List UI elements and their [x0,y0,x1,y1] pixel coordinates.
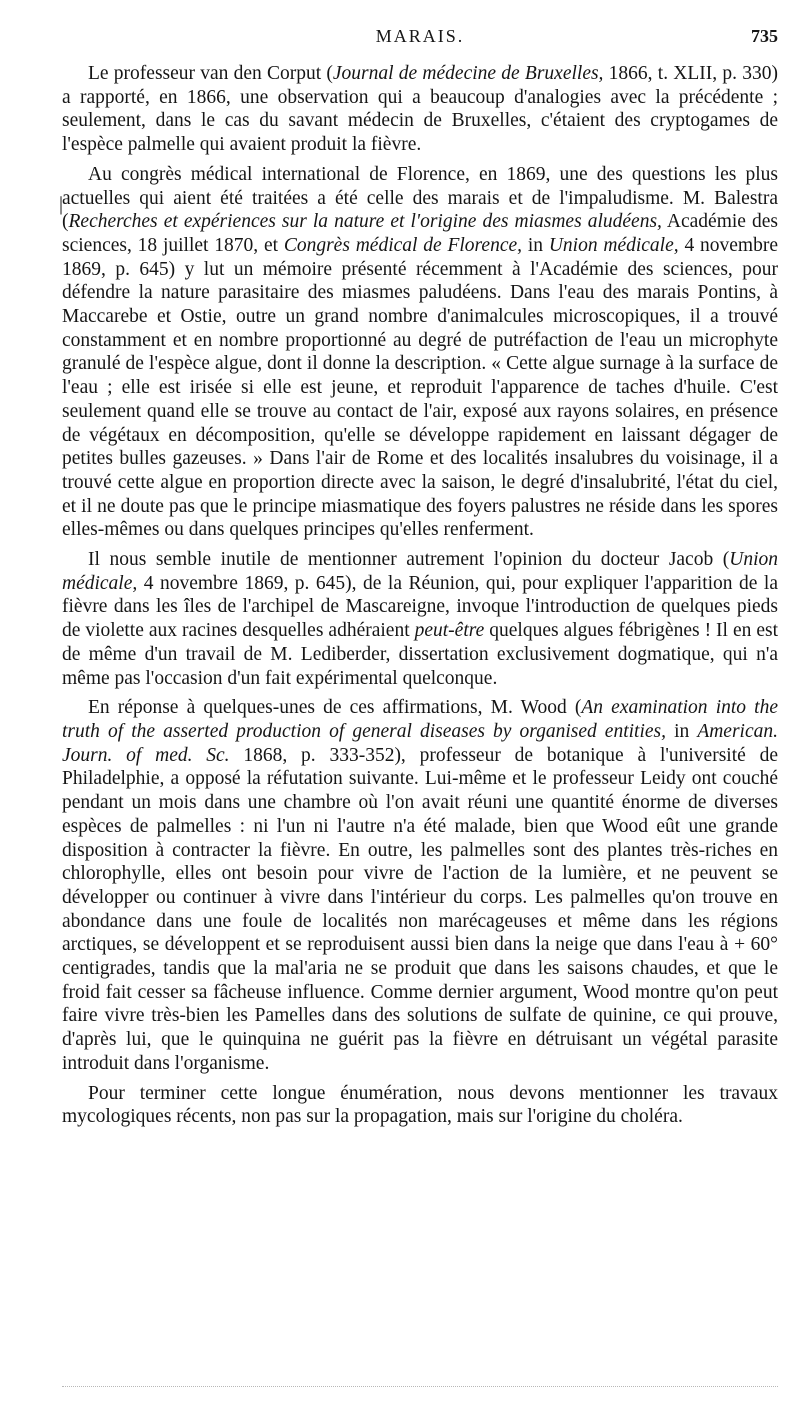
paragraph-wood-refutation [62,696,778,1075]
text-run: 1866, t. XLII, p. 330) a rapporté, en 1866, une observation qui a beaucoup d'analogies avec la précédente ; seulement, dans le cas du savant médecin de Bruxelles, c'étaient des cryptogames de l'espèce palmelle qui avaient produit la fièvre. [62,63,778,156]
text-run: Académie des sciences, 18 juillet 1870, et [62,211,778,256]
text-run: in [666,720,698,742]
citation-union-medicale: Union médicale, [62,549,778,594]
text-run: Le professeur van den Corput ( [88,63,333,84]
paragraph-van-den-corput [62,62,778,157]
citation-congres-medical-florence: Congrès médical de Florence, [283,234,523,256]
text-run: quelques algues fébrigènes ! Il en est de même d'un travail de M. Lediberder, dissertation exclusivement dogmatique, qui n'a même pas l'occasion d'un fait expérimental quelconque. [62,620,778,689]
citation-journal-medecine-bruxelles: Journal de médecine de Bruxelles, [332,63,604,84]
text-run: Pour terminer cette longue énumération, nous devons mentionner les travaux mycologiques récents, non pas sur la propagation, mais sur l'origine du choléra. [62,1082,778,1128]
page-header [62,26,778,56]
paragraph-congres-florence [62,163,778,542]
text-run: Au congrès médical international de Florence, en 1869, une des questions les plus actuelles qui aient été traitées a été celle des marais et de l'impaludisme. M. Balestra ( [62,163,778,233]
text-run: 1868, p. 333-352), professeur de botanique à l'université de Philadelphie, a opposé la réfutation suivante. Lui-même et le professeur Leidy ont couché pendant un mois dans une chambre où l'on avait réuni une quantité énorme de diverses espèces de palmelles : ni l'un ni l'autre n'a été malade, bien que Wood eût une grande disposition à contracter la fièvre. En outre, les palmelles sont des plantes très-riches en chlorophylle, elles ont besoin pour vivre de l'action de la lumière, et ne peuvent se développer ou continuer à vivre dans l'intérieur du corps. Les palmelles qu'on trouve en abondance dans une foule de localités non marécageuses et même dans les régions arctiques, se développent et se reproduisent aussi bien dans la neige que dans l'eau à + 60° centigrades, tandis que la mal'aria ne se produit que dans les saisons chaudes, et que le froid fait cesser sa fâcheuse influence. Comme dernier argument, Wood montre qu'on peut faire vivre très-bien les Pamelles dans des solutions de sulfate de quinine, ce qui prouve, d'après lui, que le quinquina ne guérit pas la fièvre en détruisant un végétal parasite introduit dans l'organisme. [62,744,778,1074]
text-run: 4 novembre 1869, p. 645), de la Réunion, qui, pour expliquer l'apparition de la fièvre dans les îles de l'archipel de Mascareigne, invoque l'introduction de quelques pieds de violette aux racines desquelles adhéraient [62,572,778,642]
page [62,26,778,1135]
text-run: in [522,234,549,256]
citation-american-journal: American. Journ. of med. Sc. [62,720,778,766]
body-text [62,62,778,1129]
citation-union-medicale: Union médicale, [548,234,679,256]
footer-divider [62,1386,778,1387]
paragraph-conclusion-cholera [62,1082,778,1129]
emphasis-peut-etre: peut-être [414,620,485,642]
text-run: Il nous semble inutile de mentionner autrement l'opinion du docteur Jacob ( [88,549,730,571]
paragraph-docteur-jacob [62,548,778,690]
text-run: 4 novembre 1869, p. 645) y lut un mémoire présenté récemment à l'Académie des sciences, pour défendre la nature parasitaire des miasmes paludéens. Dans l'eau des marais Pontins, à Maccarebe et Ostie, outre un grand nombre d'animalcules microscopiques, il a trouvé constamment et en nombre proportionné au degré de putréfaction de l'eau un microphyte granulé de l'espèce algue, dont il donne la description. « Cette algue surnage à la surface de l'eau ; elle est irisée si elle est jeune, et reproduit l'apparence de taches d'huile. C'est seulement quand elle se trouve au contact de l'air, exposé aux rayons solaires, en présence de végétaux en décomposition, qu'elle se développe rapidement en laissant dégager de petites bulles gazeuses. » Dans l'air de Rome et des localités insalubres du voisinage, il a trouvé cette algue en proportion directe avec la saison, le degré d'insalubrité, l'état du ciel, et il ne doute pas que le principe miasmatique des foyers palustres ne réside dans les spores elles-mêmes ou dans quelques principes qu'elles renferment. [62,234,778,541]
running-head: MARAIS. [375,26,465,46]
citation-wood-examination: An examination into the truth of the asserted production of general diseases by organised entities, [62,697,778,742]
citation-balestra-recherches: Recherches et expériences sur la nature et l'origine des miasmes aludéens, [68,211,662,233]
text-run: En réponse à quelques-unes de ces affirmations, M. Wood ( [88,697,582,719]
margin-mark: | [59,193,64,215]
page-number: 735 [751,26,778,46]
